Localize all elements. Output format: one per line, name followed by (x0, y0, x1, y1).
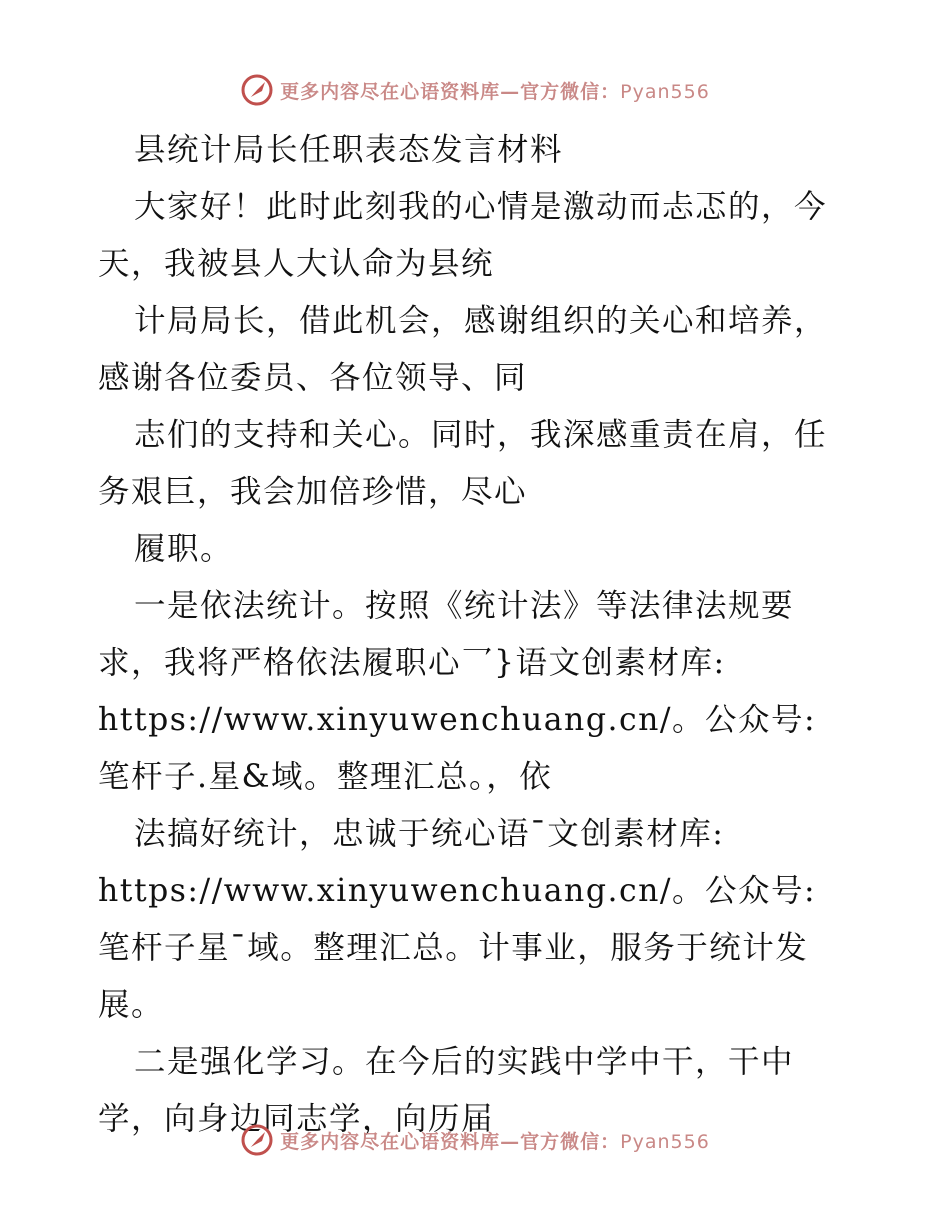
banner-wechat-id: Pyan556 (620, 80, 710, 103)
document-title: 县统计局长任职表态发言材料 (134, 132, 564, 168)
paragraph-4: 履职。 (134, 531, 234, 567)
paragraph-1: 大家好！此时此刻我的心情是激动而忐忑的，今天，我被县人大认命为县统 (98, 189, 828, 282)
banner-text: 更多内容尽在心语资料库—官方微信：Pyan556 (280, 1130, 710, 1153)
paragraph-8: https://www.xinyuwenchuang.cn/。公众号: 笔杆子星¯域。整理汇总。计事业，服务于统计发展。 (98, 873, 828, 1023)
banner-wechat-id: Pyan556 (620, 1130, 710, 1153)
banner-text: 更多内容尽在心语资料库—官方微信：Pyan556 (280, 80, 710, 103)
paragraph-6: https://www.xinyuwenchuang.cn/。公众号: 笔杆子.星&域。整理汇总。，依 (98, 702, 828, 795)
quill-pen-logo-icon (240, 1123, 274, 1157)
header-banner (0, 70, 950, 110)
footer-banner (0, 1120, 950, 1160)
paragraph-7: 法搞好统计，忠诚于统心语¯文创素材库: (134, 816, 725, 852)
document-body (98, 122, 858, 1148)
paragraph-9: 二是强化学习。在今后的实践中学中干，干中学，向身边同志学，向历届 (98, 1044, 795, 1137)
quill-pen-logo-icon (240, 73, 274, 107)
paragraph-5: 一是依法统计。按照《统计法》等法律法规要求，我将严格依法履职心乛}语文创素材库: (98, 588, 795, 681)
paragraph-2: 计局局长，借此机会，感谢组织的关心和培养，感谢各位委员、各位领导、同 (98, 303, 828, 396)
paragraph-3: 志们的支持和关心。同时，我深感重责在肩，任务艰巨，我会加倍珍惜，尽心 (98, 417, 828, 510)
